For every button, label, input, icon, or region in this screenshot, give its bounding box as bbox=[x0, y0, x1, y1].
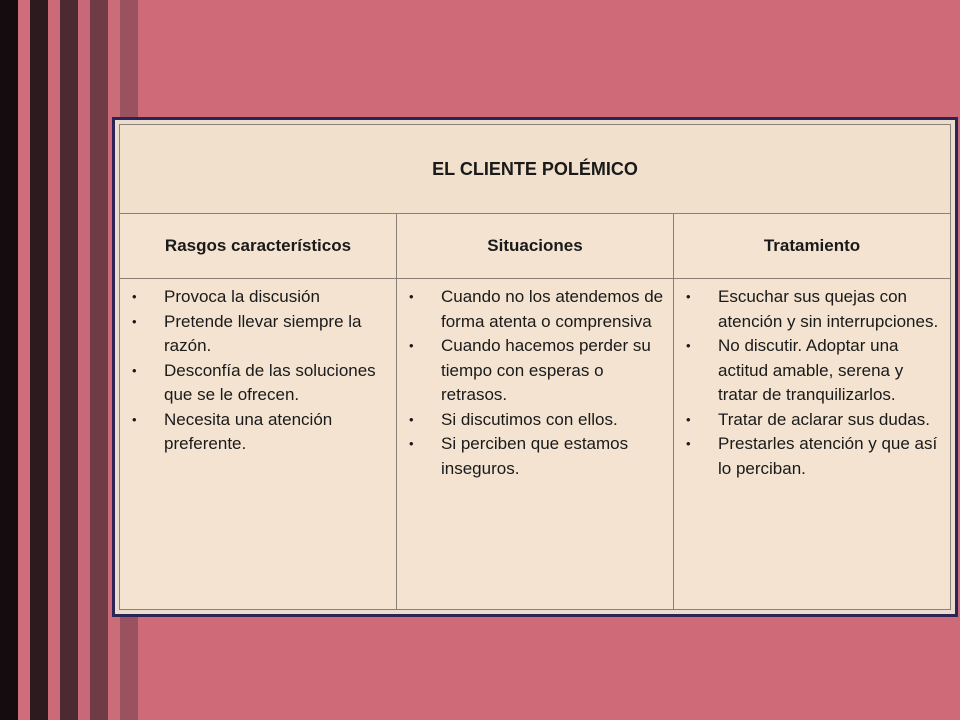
decor-stripe bbox=[90, 0, 108, 720]
list-item bbox=[403, 408, 665, 433]
column-cell-situaciones bbox=[397, 279, 674, 610]
list-item-text: Cuando no los atendemos de forma atenta o comprensiva bbox=[441, 287, 664, 331]
bullet-icon: • bbox=[132, 411, 137, 427]
decor-stripe bbox=[0, 0, 18, 720]
client-table bbox=[119, 124, 951, 610]
list-item-text: Provoca la discusión bbox=[164, 287, 320, 306]
list-item bbox=[403, 432, 665, 481]
decor-stripe bbox=[78, 0, 90, 720]
bullet-icon: • bbox=[686, 289, 691, 304]
list-item-text: Cuando hacemos perder su tiempo con esperas o retrasos. bbox=[441, 336, 651, 404]
list-item-text: Tratar de aclarar sus dudas. bbox=[718, 409, 930, 429]
bullet-list bbox=[126, 285, 388, 457]
bullet-icon: • bbox=[686, 411, 691, 427]
bullet-icon: • bbox=[409, 411, 414, 427]
list-item bbox=[680, 408, 942, 433]
list-item bbox=[126, 359, 388, 408]
bullet-icon: • bbox=[132, 289, 137, 304]
table-title: EL CLIENTE POLÉMICO bbox=[120, 125, 951, 214]
column-header-situaciones: Situaciones bbox=[397, 214, 674, 279]
list-item bbox=[403, 334, 665, 408]
list-item-text: No discutir. Adoptar una actitud amable, serena y tratar de tranquilizarlos. bbox=[718, 336, 904, 404]
list-item-text: Si discutimos con ellos. bbox=[441, 409, 618, 429]
bullet-icon: • bbox=[686, 338, 691, 353]
list-item bbox=[126, 408, 388, 457]
list-item-text: Necesita una atención preferente. bbox=[164, 409, 333, 453]
decor-stripe bbox=[48, 0, 60, 720]
decor-stripe bbox=[60, 0, 78, 720]
bullet-list bbox=[680, 285, 942, 481]
table-frame bbox=[112, 117, 958, 617]
column-cell-tratamiento bbox=[674, 279, 951, 610]
list-item bbox=[403, 285, 665, 334]
list-item-text: Desconfía de las soluciones que se le ofrecen. bbox=[164, 360, 376, 404]
list-item-text: Si perciben que estamos inseguros. bbox=[441, 434, 629, 478]
list-item bbox=[680, 334, 942, 408]
decor-stripe bbox=[18, 0, 30, 720]
bullet-icon: • bbox=[409, 289, 414, 304]
bullet-list bbox=[403, 285, 665, 481]
bullet-icon: • bbox=[132, 313, 137, 329]
bullet-icon: • bbox=[132, 362, 137, 378]
list-item-text: Prestarles atención y que así lo perciban. bbox=[718, 434, 938, 478]
list-item-text: Pretende llevar siempre la razón. bbox=[164, 311, 362, 355]
column-header-tratamiento: Tratamiento bbox=[674, 214, 951, 279]
list-item bbox=[126, 285, 388, 310]
list-item bbox=[126, 310, 388, 359]
bullet-icon: • bbox=[409, 338, 414, 353]
column-header-rasgos: Rasgos característicos bbox=[120, 214, 397, 279]
list-item bbox=[680, 285, 942, 334]
bullet-icon: • bbox=[686, 436, 691, 451]
decor-stripe bbox=[30, 0, 48, 720]
column-cell-rasgos bbox=[120, 279, 397, 610]
list-item-text: Escuchar sus quejas con atención y sin interrupciones. bbox=[718, 287, 939, 331]
list-item bbox=[680, 432, 942, 481]
bullet-icon: • bbox=[409, 436, 414, 451]
